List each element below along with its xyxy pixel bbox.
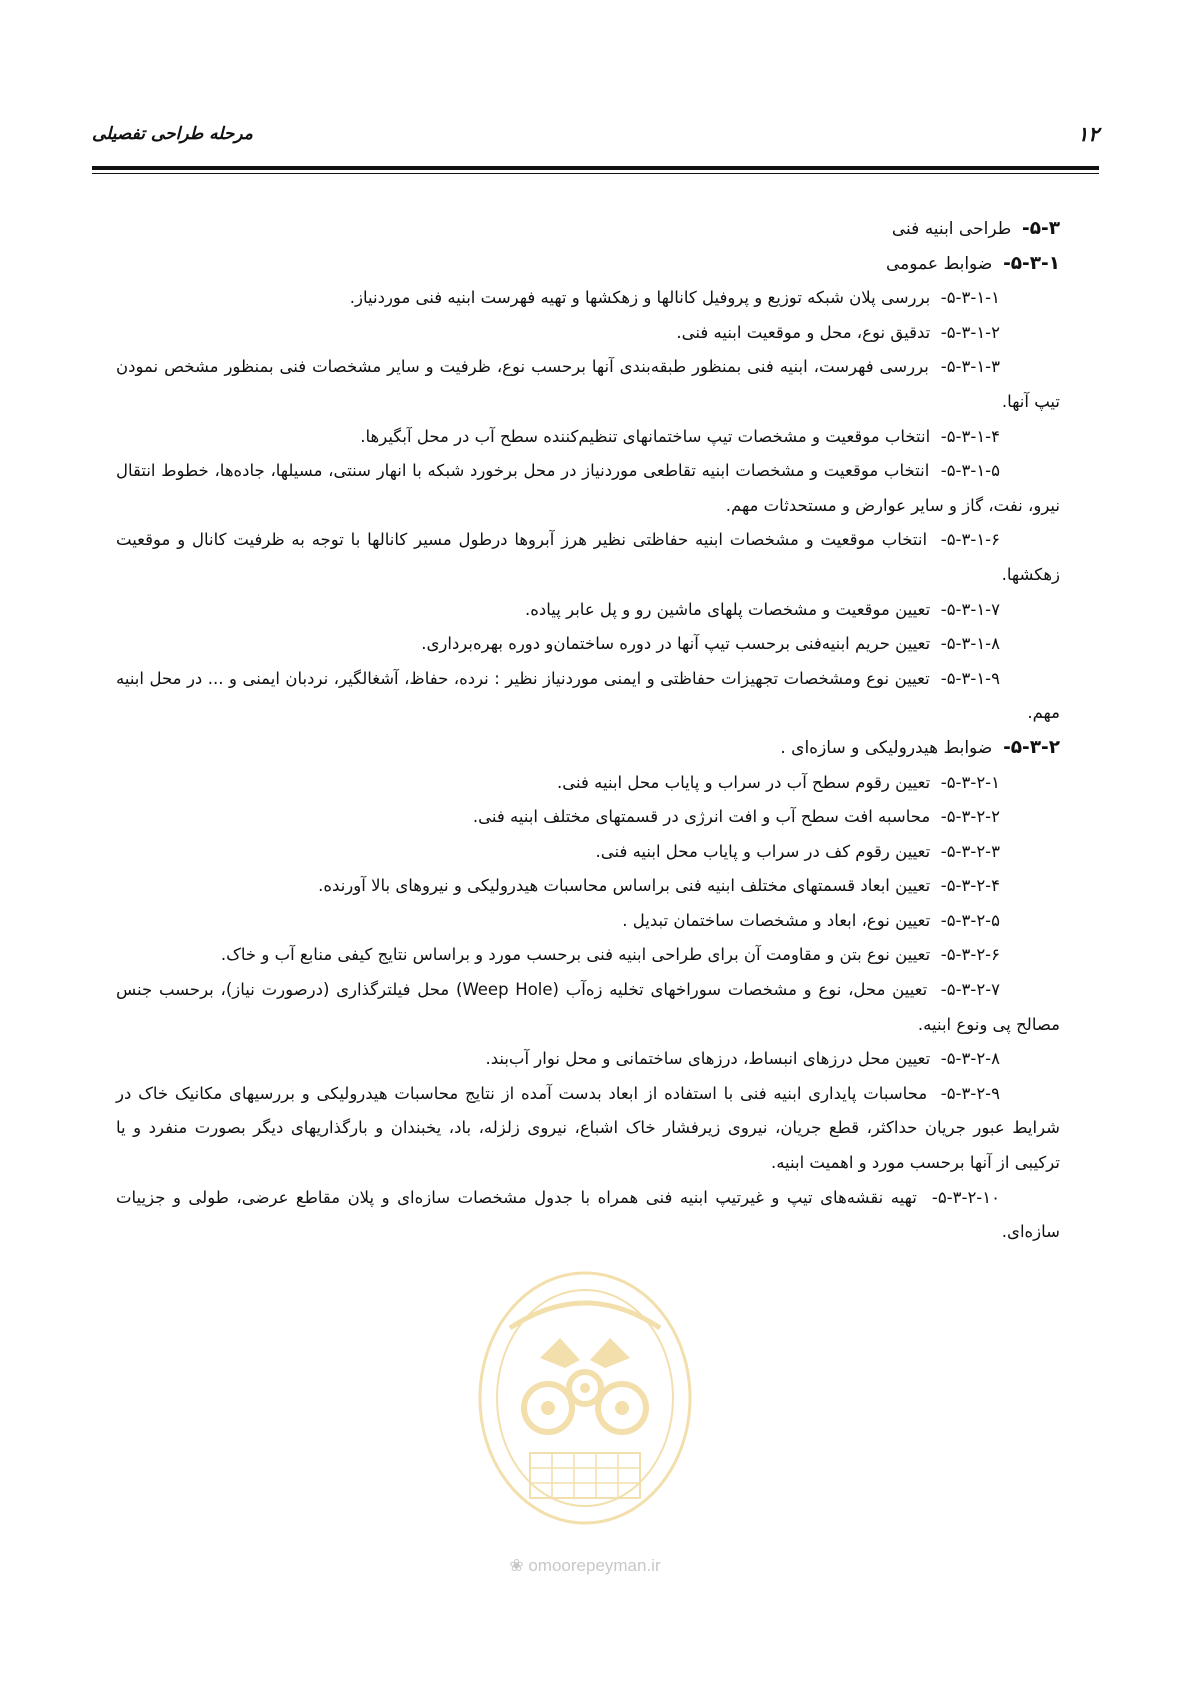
header-rule-thick	[92, 166, 1099, 170]
item-5-3-1-6: ۵-۳-۱-۶- انتخاب موقعیت و مشخصات ابنیه حفاظتی نظیر هرز آبروها درطول مسیر کانالها با توجه به ظرفیت کانال و موقعیت زهکشها.	[116, 530, 1060, 584]
item-5-3-2-2: ۵-۳-۲-۲- محاسبه افت سطح آب و افت انرژی در قسمتهای مختلف ابنیه فنی.	[472, 807, 1000, 827]
item-5-3-2-8: ۵-۳-۲-۸- تعیین محل درزهای انبساط، درزهای ساختمانی و محل نوار آب‌بند.	[485, 1049, 1000, 1069]
item-5-3-1-7: ۵-۳-۱-۷- تعیین موقعیت و مشخصات پلهای ماشین رو و پل عابر پیاده.	[525, 599, 1000, 619]
weep-hole-term: Weep Hole	[462, 980, 553, 1000]
item-5-3-1-9: ۵-۳-۱-۹- تعیین نوع ومشخصات تجهیزات حفاظتی و ایمنی موردنیاز نظیر : نرده، حفاظ، آشغالگیر، نردبان ایمنی و ... در محل ابنیه مهم.	[116, 668, 1060, 723]
header-rule-thin	[92, 173, 1099, 174]
item-5-3-2-9: ۵-۳-۲-۹- محاسبات پایداری ابنیه فنی با استفاده از ابعاد بدست آمده از نتایج محاسبات هیدرولیکی و بررسیهای مکانیک خاک در شرایط عبور جریان حداکثر، قطع جریان، نیروی زیرفشار خاک اشباع، نیروی زلزله، باد، یخبندان و بارگذاریهای دیگر بصورت منفرد و یا ترکیبی از آنها برحسب مورد و اهمیت ابنیه.	[116, 1083, 1060, 1173]
item-5-3-1-4: ۵-۳-۱-۴- انتخاب موقعیت و مشخصات تیپ ساختمانهای تنظیم‌کننده سطح آب در محل آبگیرها.	[360, 426, 1000, 446]
item-5-3-1-3: ۵-۳-۱-۳- بررسی فهرست، ابنیه فنی بمنظور طبقه‌بندی آنها برحسب نوع، ظرفیت و سایر مشخصات فنی بمنظور مشخص نمودن تیپ آنها.	[116, 357, 1060, 411]
item-5-3-2-5: ۵-۳-۲-۵- تعیین نوع، ابعاد و مشخصات ساختمان تبدیل .	[622, 910, 1000, 930]
heading-5-3-1: ۵-۳-۱- ضوابط عمومی	[886, 252, 1060, 274]
page-header	[92, 122, 1099, 152]
item-5-3-2-7: ۵-۳-۲-۷- تعیین محل، نوع و مشخصات سوراخهای تخلیه زه‌آب (Weep Hole) محل فیلترگذاری (درصورت نیاز)، برحسب جنس مصالح پی ونوع ابنیه.	[116, 980, 1060, 1034]
running-title: مرحله طراحی تفصیلی	[92, 124, 253, 144]
watermark-seal-icon	[470, 1268, 700, 1548]
item-5-3-2-6: ۵-۳-۲-۶- تعیین نوع بتن و مقاومت آن برای طراحی ابنیه فنی برحسب مورد و براساس نتایج کیفی منابع آب و خاک.	[220, 945, 1000, 965]
item-5-3-1-1: ۵-۳-۱-۱- بررسی پلان شبکه توزیع و پروفیل کانالها و زهکشها و تهیه فهرست ابنیه فنی موردنیاز.	[349, 288, 1000, 308]
document-body	[116, 212, 1060, 1250]
watermark-site: ❀ omoorepeyman.ir	[509, 1556, 661, 1575]
heading-5-3-2: ۵-۳-۲- ضوابط هیدرولیکی و سازه‌ای .	[780, 736, 1060, 758]
item-5-3-1-8: ۵-۳-۱-۸- تعیین حریم ابنیه‌فنی برحسب تیپ آنها در دوره ساختمان‌و دوره بهره‌برداری.	[421, 634, 1000, 654]
heading-5-3: ۵-۳- طراحی ابنیه فنی	[891, 218, 1060, 239]
item-5-3-2-3: ۵-۳-۲-۳- تعیین رقوم کف در سراب و پایاب محل ابنیه فنی.	[595, 841, 1000, 861]
page-number: ۱۲	[1077, 122, 1099, 146]
item-5-3-2-4: ۵-۳-۲-۴- تعیین ابعاد قسمتهای مختلف ابنیه فنی براساس محاسبات هیدرولیکی و نیروهای بالا آورنده.	[318, 876, 1000, 896]
item-5-3-2-10: ۵-۳-۲-۱۰- تهیه نقشه‌های تیپ و غیرتیپ ابنیه فنی همراه با جدول مشخصات سازه‌ای و پلان مقاطع عرضی، طولی و جزییات سازه‌ای.	[116, 1187, 1060, 1242]
item-5-3-1-5: ۵-۳-۱-۵- انتخاب موقعیت و مشخصات ابنیه تقاطعی موردنیاز در محل برخورد شبکه با انهار سنتی، مسیلها، جاده‌ها، خطوط انتقال نیرو، نفت، گاز و سایر عوارض و مستحدثات مهم.	[116, 461, 1060, 515]
item-5-3-1-2: ۵-۳-۱-۲- تدقیق نوع، محل و موقعیت ابنیه فنی.	[676, 322, 1000, 342]
watermark	[460, 1268, 690, 1575]
item-5-3-2-1: ۵-۳-۲-۱- تعیین رقوم سطح آب در سراب و پایاب محل ابنیه فنی.	[557, 772, 1000, 792]
